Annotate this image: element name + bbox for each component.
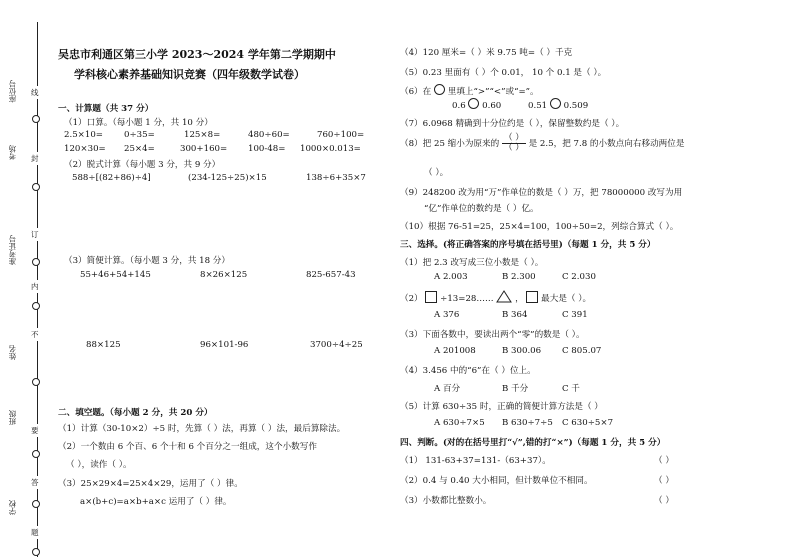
oral-heading: （1）口算。（每小题 1 分，共 10 分） (64, 118, 213, 128)
fill-q6-compare-2 (528, 98, 588, 111)
choice-option[interactable]: B 300.06 (502, 346, 542, 356)
simple-item: 8×26×125 (200, 270, 248, 280)
fill-q8-suffix: 是 2.5，把 7.8 的小数点向右移动两位是 (528, 139, 685, 149)
choice-option[interactable]: B 2.300 (502, 272, 536, 282)
seal-char: 订 (31, 230, 39, 239)
exam-title-line2: 学科核心素养基础知识竞赛（四年级数学试卷） (74, 68, 305, 81)
seal-char: 题 (31, 528, 39, 537)
name-label: 姓名 (8, 345, 17, 360)
fill-q8-prefix: （8）把 25 缩小为原来的 (400, 139, 500, 149)
fill-q3-line2: a×(b+c)=a×b+a×c 运用了（ ）律。 (80, 497, 232, 507)
compare-value: 0.60 (482, 101, 502, 111)
choice-option[interactable]: C 391 (562, 310, 588, 320)
seal-char: 答 (31, 478, 39, 487)
fraction-denominator: （ ） (503, 143, 524, 153)
compare-value: 0.51 (528, 101, 548, 111)
fill-q7: （7）6.0968 精确到十分位约是（ ），保留整数约是（ ）。 (400, 119, 625, 129)
step-item: (234-125÷25)×15 (188, 173, 267, 183)
choice-q3: （3）下面各数中，要读出两个“零”的数是（ ）。 (400, 330, 585, 340)
seal-char: 封 (31, 154, 39, 163)
choice-option[interactable]: C 千 (562, 384, 580, 394)
choice-q4: （4）3.456 中的“6”在（ ）位上。 (400, 366, 536, 376)
exam-title-line1: 吴忠市利通区第三小学 2023～2024 学年第二学期期中 (58, 48, 336, 61)
section3-heading: 三、选择。(将正确答案的序号填在括号里)（每题 1 分，共 5 分） (400, 240, 656, 250)
judge-q3: （3）小数都比整数小。 (400, 496, 492, 506)
fill-q8 (400, 134, 684, 153)
oral-item: 25×4= (124, 144, 155, 154)
choice-q2 (400, 290, 591, 304)
fill-q6 (400, 84, 539, 97)
simple-item: 96×101-96 (200, 340, 249, 350)
seal-char: 内 (31, 282, 39, 291)
section2-heading: 二、填空题。（每小题 2 分，共 20 分） (58, 408, 213, 418)
choice-q2-comma: ， (515, 294, 524, 304)
seal-char: 线 (31, 88, 39, 97)
admission-ticket-label: 准考证号 (8, 235, 17, 265)
choice-option[interactable]: C 805.07 (562, 346, 602, 356)
oral-item: 1000×0.013= (300, 144, 361, 154)
square-blank-icon (526, 291, 538, 303)
simple-item: 55+46+54+145 (80, 270, 151, 280)
simple-item: 3700÷4÷25 (310, 340, 363, 350)
blank-circle-icon (434, 84, 445, 95)
seal-dot (32, 258, 40, 266)
seat-number-label: 座位号 (8, 80, 17, 103)
choice-option[interactable]: A 630÷7×5 (434, 418, 485, 428)
fill-q6-suffix: 里填上“>”“<”或“=”。 (447, 87, 539, 97)
choice-option[interactable]: A 百分 (434, 384, 461, 394)
oral-item: 125×8= (184, 130, 221, 140)
fill-q3-line1: （3）25×29×4=25×4×29，运用了（ ）律。 (58, 479, 243, 489)
choice-option[interactable]: A 201008 (434, 346, 476, 356)
compare-value: 0.509 (563, 101, 589, 111)
oral-item: 480÷60= (248, 130, 290, 140)
choice-option[interactable]: A 376 (434, 310, 460, 320)
oral-item: 0÷35= (124, 130, 155, 140)
fill-q9-line1: （9）248200 改为用“万”作单位的数是（ ）万，把 78000000 改写为用 (400, 188, 683, 198)
seal-dot (32, 450, 40, 458)
judge-answer-blank[interactable]: （ ） (654, 496, 674, 506)
oral-item: 100-48= (248, 144, 286, 154)
seal-dot (32, 183, 40, 191)
fill-q6-compare-1 (452, 98, 501, 111)
oral-item: 2.5×10= (64, 130, 104, 140)
seal-dot (32, 378, 40, 386)
simple-item: 88×125 (86, 340, 121, 350)
choice-q5: （5）计算 630÷35 时，正确的简便计算方法是（ ） (400, 402, 603, 412)
choice-q1: （1）把 2.3 改写成三位小数是（ ）。 (400, 258, 544, 268)
fill-q6-prefix: （6）在 (400, 87, 432, 97)
oral-item: 120×30= (64, 144, 106, 154)
fill-q10: （10）根据 76-51=25，25×4=100，100÷50=2，列综合算式（ ）。 (400, 222, 679, 232)
judge-q1: （1） 131-63+37=131-（63+37）。 (400, 456, 551, 466)
judge-answer-blank[interactable]: （ ） (654, 456, 674, 466)
fill-q9-line2: “亿”作单位的数约是（ ）亿。 (424, 204, 539, 214)
section1-heading: 一、计算题（共 37 分） (58, 104, 154, 114)
exam-room-label: 考场 (8, 145, 17, 160)
seal-char: 要 (31, 426, 39, 435)
square-blank-icon (425, 291, 437, 303)
class-label: 班级 (8, 410, 17, 425)
step-item: 138÷6+35×7 (306, 173, 366, 183)
step-heading: （2）脱式计算（每小题 3 分，共 9 分） (64, 160, 221, 170)
oral-item: 300+160= (180, 144, 228, 154)
school-label: 学校 (8, 500, 17, 515)
seal-dot (32, 548, 40, 556)
fill-q5: （5）0.23 里面有（ ）个 0.01， 10 个 0.1 是（ ）。 (400, 68, 607, 78)
choice-option[interactable]: B 千分 (502, 384, 529, 394)
blank-circle-icon[interactable] (550, 98, 561, 109)
section4-heading: 四、判断。(对的在括号里打“√”,错的打“×”)（每题 1 分，共 5 分） (400, 438, 666, 448)
fill-q1: （1）计算（30-10×2）÷5 时，先算（ ）法，再算（ ）法，最后算除法。 (58, 424, 346, 434)
triangle-blank-icon (496, 290, 512, 303)
choice-option[interactable]: B 630÷7÷5 (502, 418, 553, 428)
seal-dot (32, 500, 40, 508)
seal-dot (32, 115, 40, 123)
choice-option[interactable]: B 364 (502, 310, 528, 320)
choice-q2-text: ÷13=28…… (440, 294, 494, 304)
oral-item: 760÷100= (317, 130, 365, 140)
fraction-numerator: （ ） (503, 133, 524, 143)
fill-q2-line2: （ ），读作（ ）。 (66, 460, 132, 470)
step-item: 588÷[(82+86)÷4] (72, 173, 151, 183)
seal-char: 不 (31, 330, 39, 339)
judge-answer-blank[interactable]: （ ） (654, 476, 674, 486)
choice-option[interactable]: C 630÷5×7 (562, 418, 614, 428)
choice-q2-suffix: 最大是（ ）。 (541, 294, 592, 304)
compare-value: 0.6 (452, 101, 466, 111)
choice-q2-num: （2） (400, 294, 423, 304)
fraction-blank[interactable] (502, 134, 526, 153)
judge-q2: （2）0.4 与 0.40 大小相同，但计数单位不相同。 (400, 476, 593, 486)
fill-q8-answer: （ ）。 (424, 168, 449, 178)
blank-circle-icon[interactable] (468, 98, 479, 109)
choice-option[interactable]: A 2.003 (434, 272, 468, 282)
fill-q2-line1: （2）一个数由 6 个百、6 个十和 6 个百分之一组成，这个小数写作 (58, 442, 317, 452)
choice-option[interactable]: C 2.030 (562, 272, 596, 282)
seal-dot (32, 302, 40, 310)
simple-item: 825-657-43 (306, 270, 356, 280)
fill-q4: （4）120 厘米=（ ）米 9.75 吨=（ ）千克 (400, 48, 573, 58)
simple-heading: （3）简便计算。（每小题 3 分，共 18 分） (64, 256, 230, 266)
